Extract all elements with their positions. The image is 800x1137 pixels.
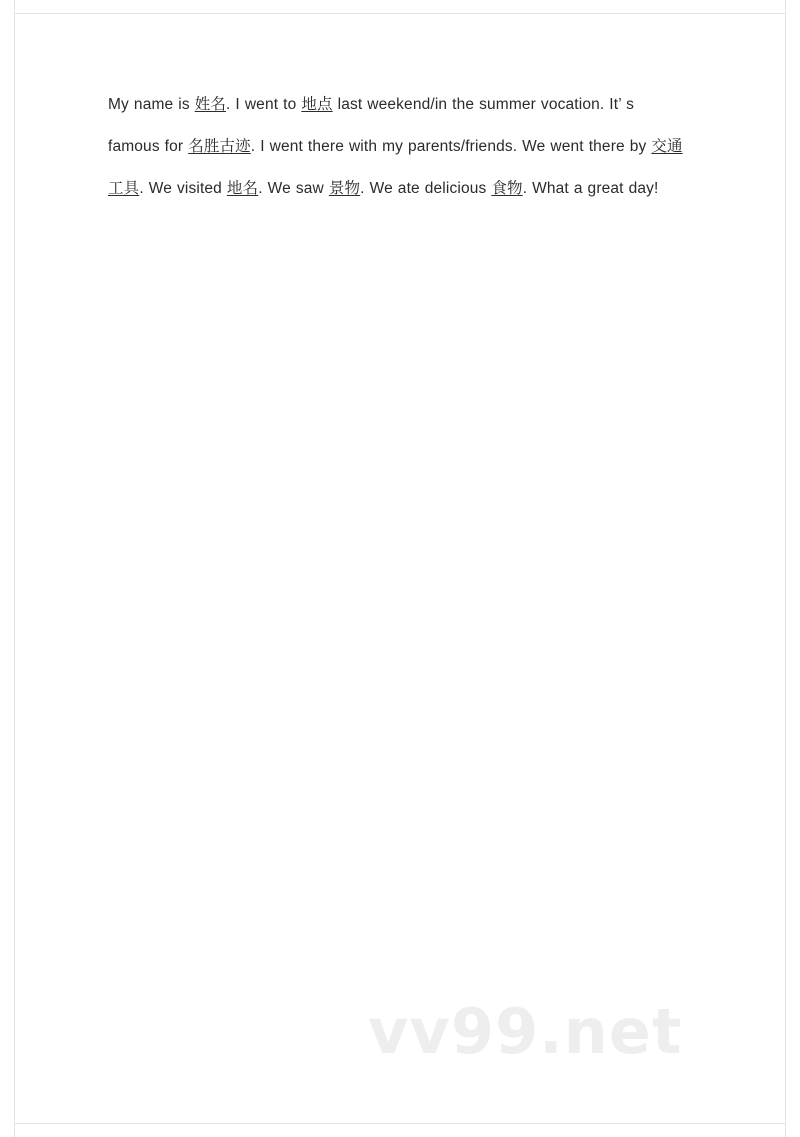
page-border-right: [785, 0, 786, 1137]
page-border-top: [14, 13, 786, 14]
fill-in-blank-1: 姓名: [194, 96, 227, 113]
fill-in-blank-13: 食物: [491, 180, 523, 197]
text-segment-12: . We ate delicious: [360, 180, 492, 197]
watermark: vv99.net: [368, 995, 683, 1068]
text-segment-10: . We saw: [258, 180, 329, 197]
fill-in-blank-11: 景物: [328, 180, 361, 197]
text-segment-4: last weekend/in the summer vocation. It’ s famous for: [108, 96, 635, 155]
fill-in-blank-7: 交通工具: [108, 138, 683, 197]
text-segment-0: My name is: [108, 96, 195, 113]
fill-in-blank-3: 地点: [301, 96, 333, 113]
text-segment-6: . I went there with my parents/friends. We went there by: [250, 138, 652, 155]
fill-in-blank-9: 地名: [226, 180, 259, 197]
fill-in-blank-5: 名胜古迹: [188, 138, 251, 155]
text-segment-14: . What a great day!: [522, 180, 659, 197]
page-border-bottom: [14, 1123, 786, 1124]
document-body: [108, 84, 688, 210]
text-segment-2: . I went to: [226, 96, 302, 113]
page-border-left: [14, 0, 15, 1137]
writing-template-paragraph: [108, 84, 688, 210]
text-segment-8: . We visited: [139, 180, 227, 197]
